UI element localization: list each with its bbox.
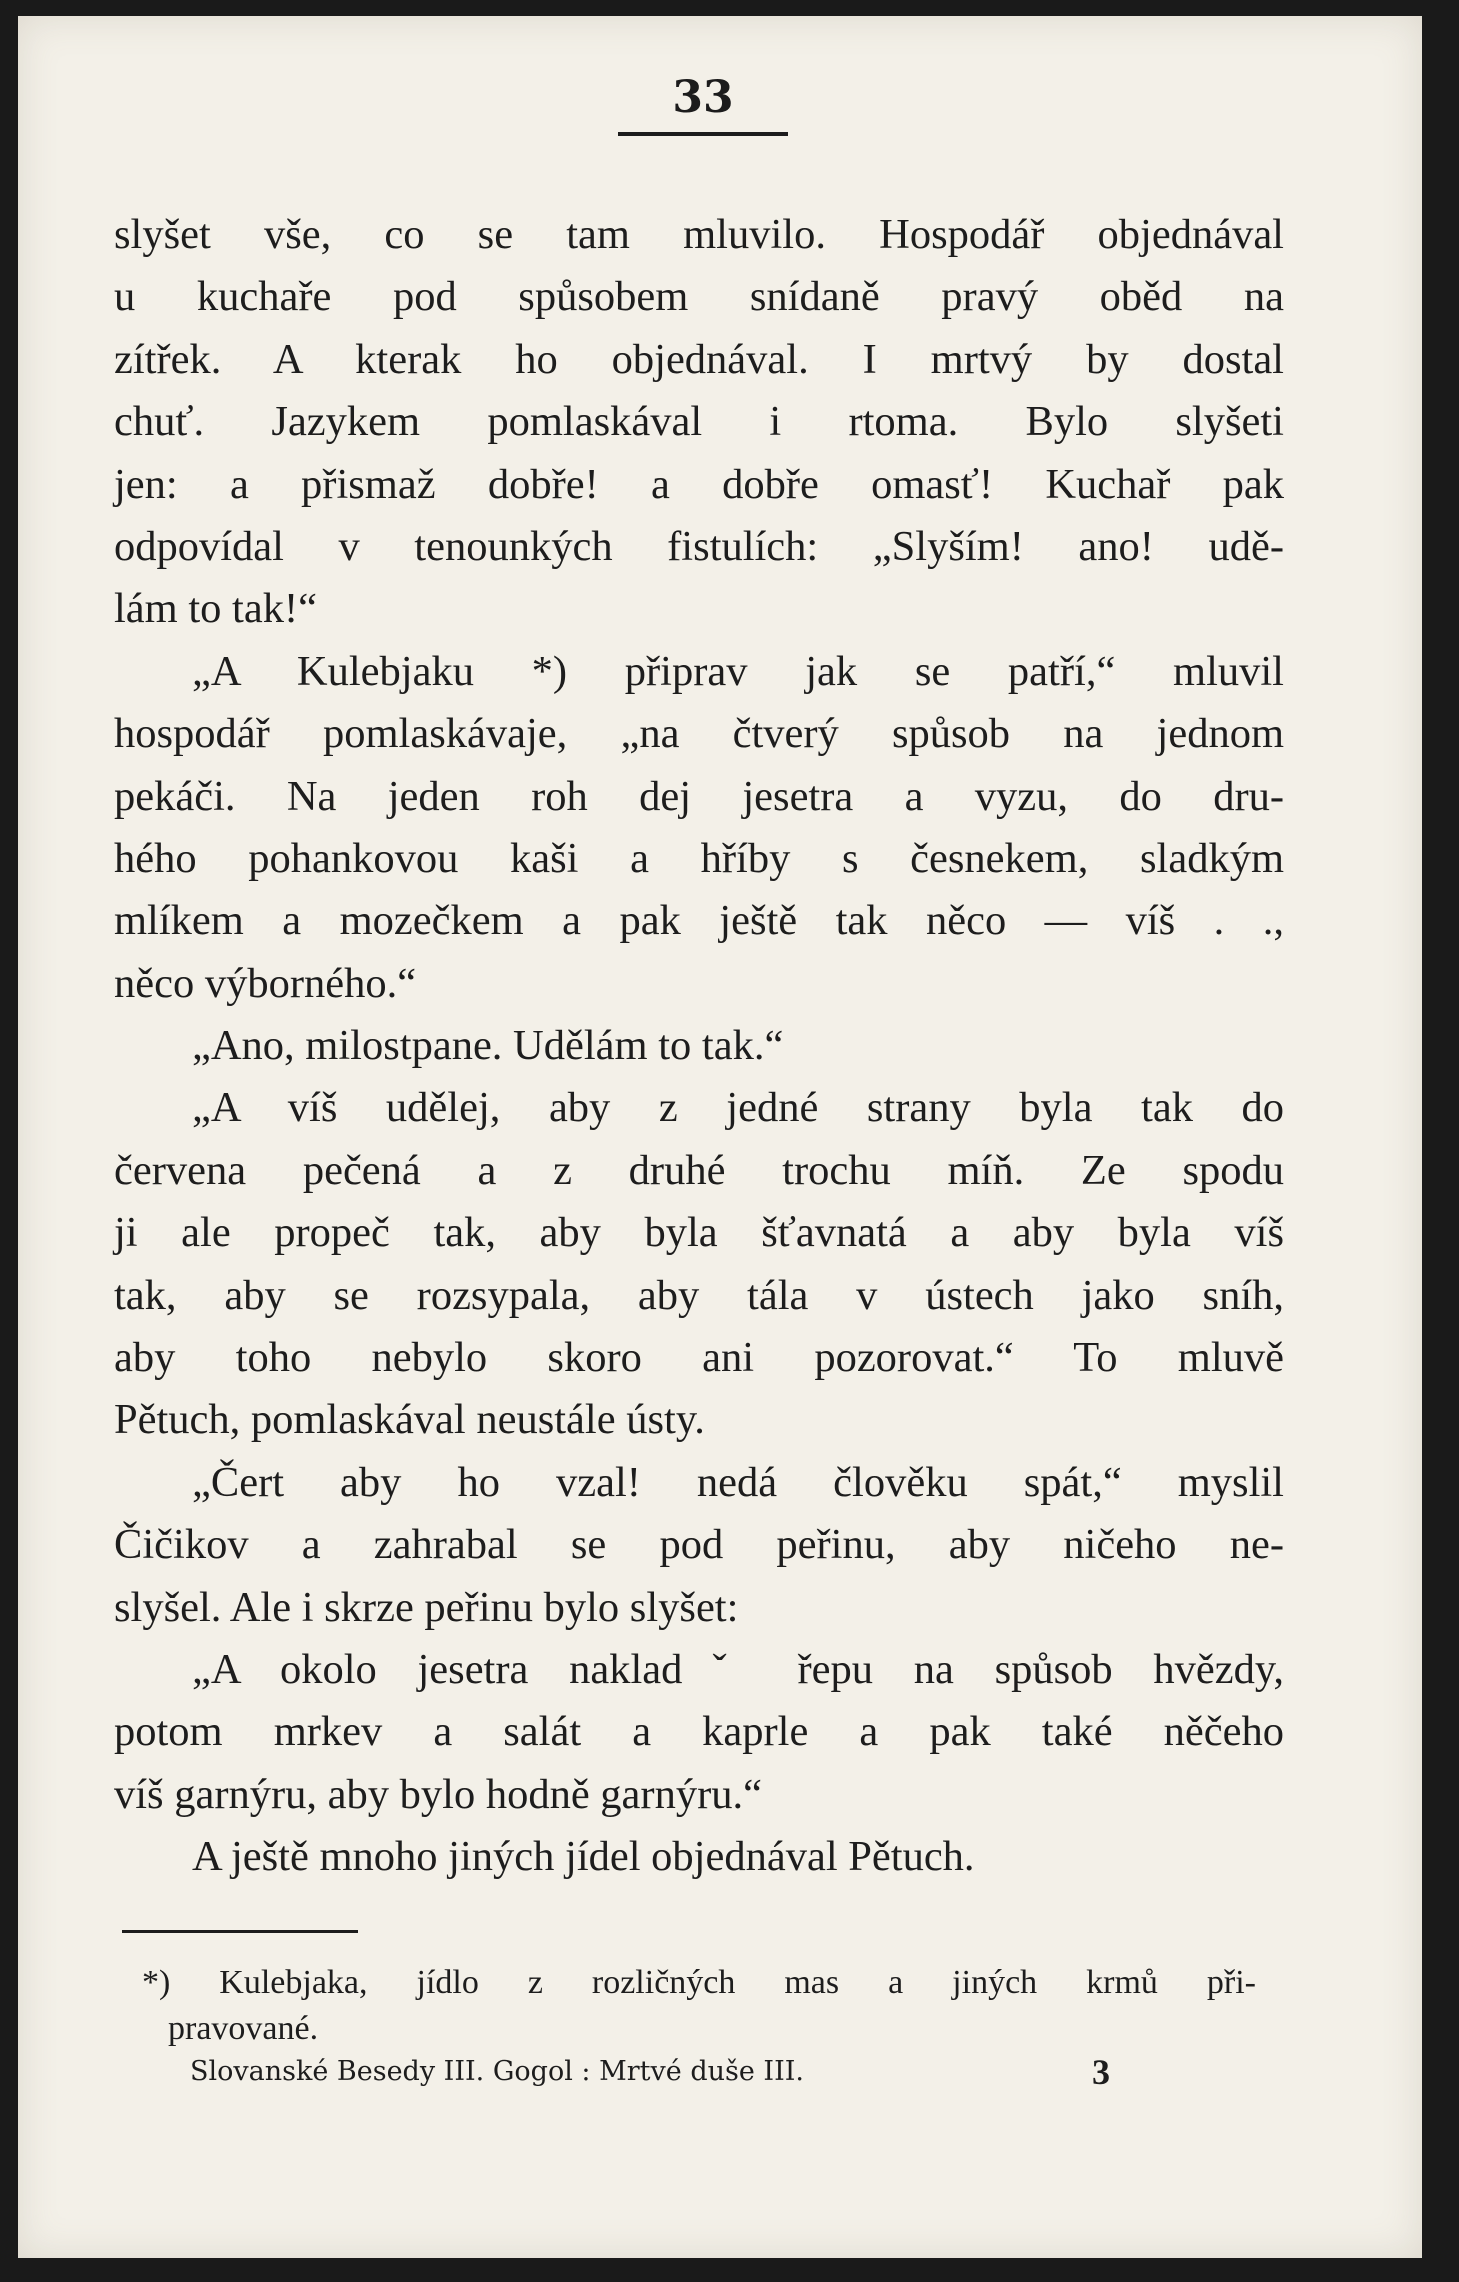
- text-line: chuť. Jazykem pomlaskával i rtoma. Bylo slyšeti: [114, 398, 1284, 446]
- header-rule: [618, 132, 788, 136]
- text-line: ji ale propeč tak, aby byla šťavnatá a aby byla víš: [114, 1209, 1284, 1257]
- text-line: jen: a přismaž dobře! a dobře omasť! Kuchař pak: [114, 460, 1284, 508]
- text-line: pekáči. Na jeden roh dej jesetra a vyzu, do dru-: [114, 772, 1284, 820]
- text-line: zítřek. A kterak ho objednával. I mrtvý by dostal: [114, 335, 1284, 383]
- text-line: potom mrkev a salát a kaprle a pak také něčeho: [114, 1708, 1284, 1756]
- text-line: tak, aby se rozsypala, aby tála v ústech jako sníh,: [114, 1271, 1284, 1319]
- text-line: červena pečená a z druhé trochu míň. Ze spodu: [114, 1146, 1284, 1194]
- footnote-line: *) Kulebjaka, jídlo z rozličných mas a jiných krmů při-: [142, 1964, 1256, 2001]
- text-line: aby toho nebylo skoro ani pozorovat.“ To mluvě: [114, 1334, 1284, 1382]
- footnote-line: pravované.: [168, 2010, 319, 2047]
- text-line: hospodář pomlaskávaje, „na čtverý spůsob na jednom: [114, 710, 1284, 758]
- text-line: slyšet vše, co se tam mluvilo. Hospodář objednával: [114, 211, 1284, 258]
- text-line: víš garnýru, aby bylo hodně garnýru.“: [114, 1770, 762, 1818]
- text-line: slyšel. Ale i skrze peřinu bylo slyšet:: [114, 1583, 739, 1631]
- text-line: lám to tak!“: [114, 585, 317, 633]
- text-line: hého pohankovou kaši a hříby s česnekem, sladkým: [114, 834, 1284, 882]
- book-page: [18, 16, 1422, 2258]
- text-line: „Čert aby ho vzal! nedá člověku spát,“ myslil: [192, 1458, 1284, 1506]
- text-line: odpovídal v tenounkých fistulích: „Slyším! ano! udě-: [114, 522, 1284, 570]
- footnote-rule: [122, 1930, 358, 1933]
- printer-signature: [190, 2052, 1110, 2092]
- page-number: 33: [672, 72, 734, 123]
- text-line: „Ano, milostpane. Udělám to tak.“: [192, 1022, 784, 1070]
- signature-text: Slovanské Besedy III. Gogol : Mrtvé duše III.: [190, 2056, 804, 2087]
- text-line: Čičikov a zahrabal se pod peřinu, aby ničeho ne-: [114, 1521, 1284, 1569]
- text-line: A ještě mnoho jiných jídel objednával Pětuch.: [192, 1833, 975, 1881]
- body-text: [114, 204, 1284, 1889]
- text-line: něco výborného.“: [114, 959, 417, 1007]
- text-line: „A Kulebjaku *) připrav jak se patří,“ mluvil: [192, 647, 1284, 695]
- text-line: „A víš udělej, aby z jedné strany byla tak do: [192, 1084, 1284, 1132]
- text-line: u kuchaře pod spůsobem snídaně pravý oběd na: [114, 273, 1284, 321]
- signature-number: 3: [1092, 2052, 1110, 2092]
- text-line: „A okolo jesetra nakladˇ řepu na spůsob hvězdy,: [192, 1645, 1284, 1693]
- text-line: mlíkem a mozečkem a pak ještě tak něco — víš . .,: [114, 897, 1284, 945]
- page-header: [618, 70, 788, 136]
- text-line: Pětuch, pomlaskával neustále ústy.: [114, 1396, 705, 1444]
- footnote: [142, 1960, 1256, 2052]
